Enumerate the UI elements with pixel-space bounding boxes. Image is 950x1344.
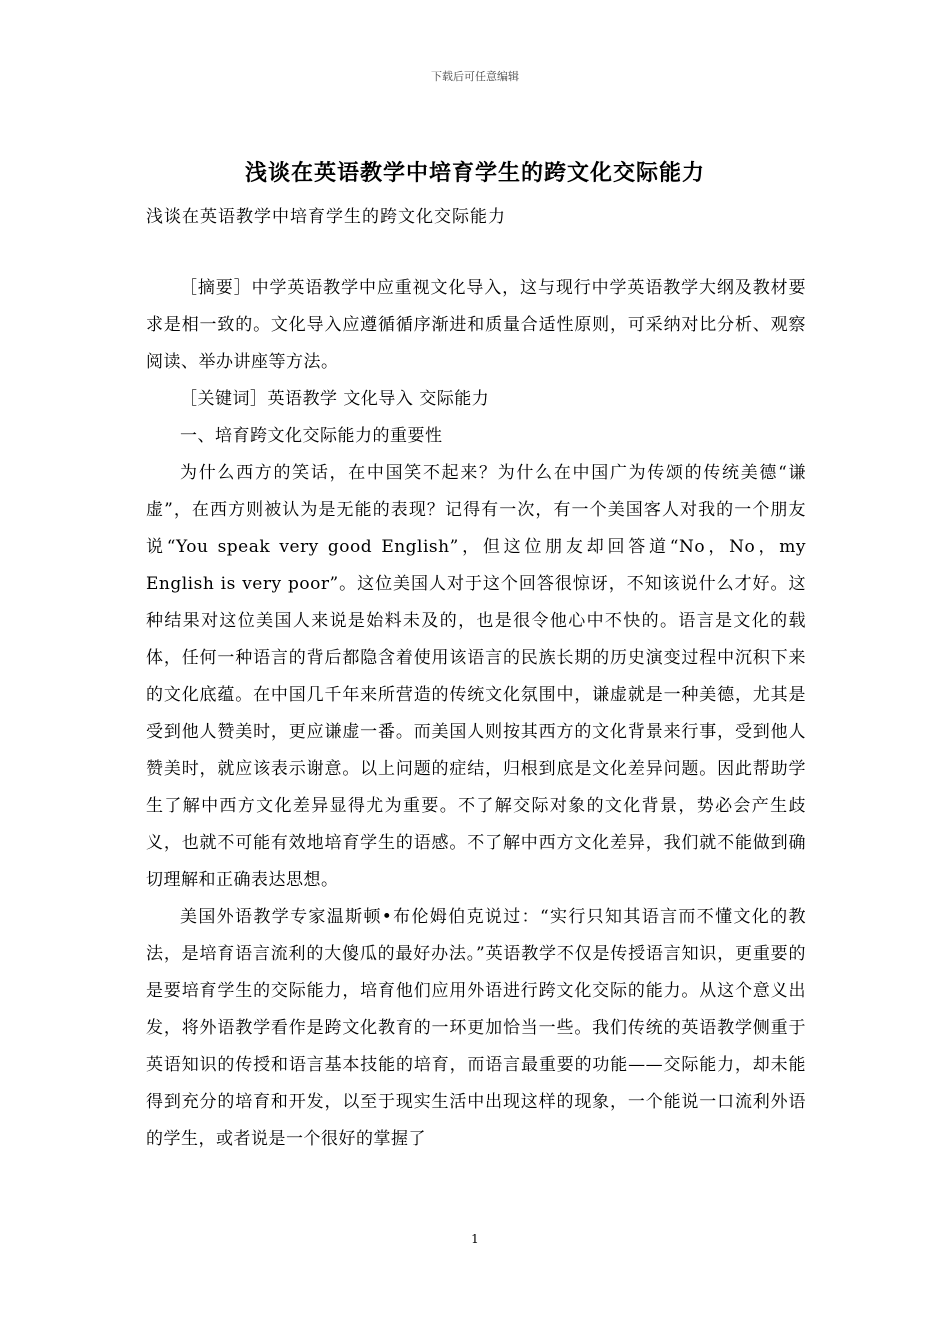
body-paragraph: 为什么西方的笑话，在中国笑不起来？为什么在中国广为传颂的传统美德“谦虚”，在西方则被认为是无能的表现？记得有一次，有一个美国客人对我的一个朋友说“You speak very good English”，但这位朋友却回答道“No，No，my English is very poor”。这位美国人对于这个回答很惊讶，不知该说什么才好。这种结果对这位美国人来说是始料未及的，也是很令他心中不快的。语言是文化的载体，任何一种语言的背后都隐含着使用该语言的民族长期的历史演变过程中沉积下来的文化底蕴。在中国几千年来所营造的传统文化氛围中，谦虚就是一种美德，尤其是受到他人赞美时，更应谦虚一番。而美国人则按其西方的文化背景来行事，受到他人赞美时，就应该表示谢意。以上问题的症结，归根到底是文化差异问题。因此帮助学生了解中西方文化差异显得尤为重要。不了解交际对象的文化背景，势必会产生歧义，也就不可能有效地培育学生的语感。不了解中西方文化差异，我们就不能做到确切理解和正确表达思想。 (146, 463, 806, 890)
document-title: 浅谈在英语教学中培育学生的跨文化交际能力 (244, 161, 705, 186)
abstract-paragraph: ［摘要］中学英语教学中应重视文化导入，这与现行中学英语教学大纲及教材要求是相一致的。文化导入应遵循循序渐进和质量合适性原则，可采纳对比分析、观察阅读、举办讲座等方法。 (146, 278, 806, 372)
header-note: 下载后可任意编辑 (431, 70, 519, 83)
document-subtitle: 浅谈在英语教学中培育学生的跨文化交际能力 (146, 207, 506, 227)
body-paragraph: 美国外语教学专家温斯顿•布伦姆伯克说过：“实行只知其语言而不懂文化的教法，是培育语言流利的大傻瓜的最好办法。”英语教学不仅是传授语言知识，更重要的是要培育学生的交际能力，培育他们应用外语进行跨文化交际的能力。从这个意义出发，将外语教学看作是跨文化教育的一环更加恰当一些。我们传统的英语教学侧重于英语知识的传授和语言基本技能的培育，而语言最重要的功能——交际能力，却未能得到充分的培育和开发，以至于现实生活中出现这样的现象，一个能说一口流利外语的学生，或者说是一个很好的掌握了 (146, 907, 806, 1149)
document-body (146, 270, 806, 1158)
keywords-paragraph: ［关键词］英语教学 文化导入 交际能力 (180, 389, 490, 409)
page-number: 1 (471, 1232, 479, 1246)
section-heading: 一、培育跨文化交际能力的重要性 (180, 426, 443, 446)
